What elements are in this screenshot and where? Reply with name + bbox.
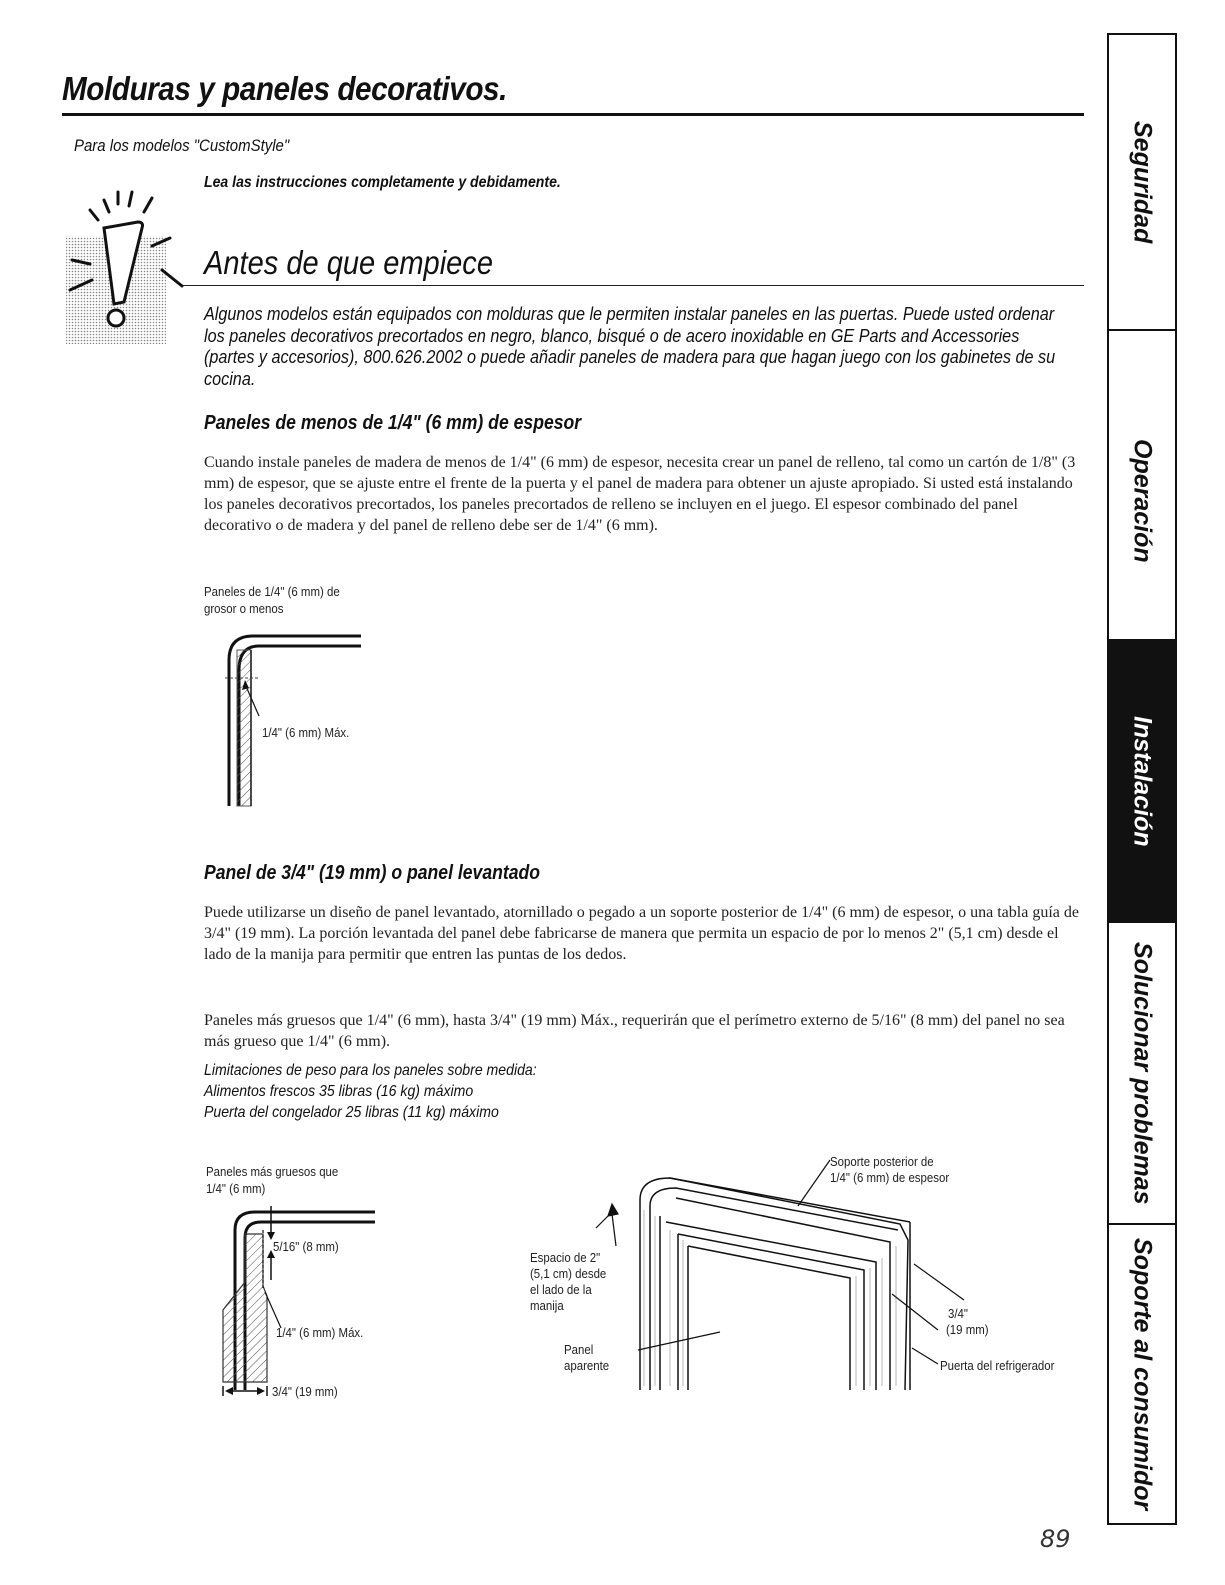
thick-diagram-caption-1: Paneles más gruesos que (206, 1164, 339, 1179)
thick-diagram-edge-label: 5/16" (8 mm) (273, 1239, 339, 1254)
thin-panels-body: Cuando instale paneles de madera de menos de 1/4" (6 mm) de espesor, necesita crear un panel de relleno, tal como un cartón de 1/8" (3 mm) de espesor, que se ajuste entre el frente de la puerta y el panel de madera para obtener un ajuste apropiado. Si usted está instalando los paneles decorativos precortados, los paneles precortados de relleno se incluyen en el juego. El espesor combinado del panel decorativo o de madera y del panel de relleno debe ser de 1/4" (6 mm). (204, 454, 1076, 534)
raised-panel-heading: Panel de 3/4" (19 mm) o panel levantado (204, 862, 541, 884)
space-label-1: Espacio de 2" (530, 1250, 601, 1265)
door-label: Puerta del refrigerador (940, 1358, 1055, 1373)
section-title: Antes de que empiece (204, 244, 493, 281)
panel-label-2: aparente (564, 1358, 610, 1373)
title-rule (62, 113, 1084, 116)
thick-diagram-total-label: 3/4" (19 mm) (272, 1384, 338, 1399)
panel-label-1: Panel (564, 1342, 594, 1357)
raised-panel-body-1: Puede utilizarse un diseño de panel levantado, atornillado o pegado a un soporte posterior de 1/4" (6 mm) de espesor, o una tabla guía de 3/4" (19 mm). La porción levantada del panel debe fabricarse de manera que permita un espacio de por lo menos 2" (5,1 cm) desde el lado de la manija para permitir que entren las puntas de los dedos. (204, 904, 1079, 963)
weight-limits-freezer: Puerta del congelador 25 libras (11 kg) máximo (204, 1104, 499, 1121)
thin-panels-heading: Paneles de menos de 1/4" (6 mm) de espesor (204, 412, 582, 434)
space-label-2: (5,1 cm) desde (530, 1266, 607, 1281)
thin-panel-diagram (215, 620, 415, 820)
thick-diagram-max-label: 1/4" (6 mm) Máx. (276, 1325, 364, 1340)
tab-seguridad[interactable]: Seguridad (1109, 35, 1175, 331)
thin-diagram-caption-2: grosor o menos (204, 601, 284, 616)
space-label-4: manija (530, 1298, 564, 1313)
tab-operacion[interactable]: Operación (1128, 439, 1157, 563)
thickness-label-2: (19 mm) (946, 1322, 989, 1337)
raised-panel-body-2: Paneles más gruesos que 1/4" (6 mm), hasta 3/4" (19 mm) Máx., requerirán que el perímetro externo de 5/16" (8 mm) del panel no sea más grueso que 1/4" (6 mm). (204, 1012, 1065, 1050)
section-tabs (1107, 33, 1177, 1525)
weight-limits-fresh: Alimentos frescos 35 libras (16 kg) máximo (204, 1083, 474, 1100)
thick-panel-diagram (205, 1200, 395, 1400)
space-label-3: el lado de la (530, 1282, 592, 1297)
thin-diagram-max-label: 1/4" (6 mm) Máx. (262, 725, 350, 740)
thin-diagram-caption-1: Paneles de 1/4" (6 mm) de (204, 584, 340, 599)
weight-limits-title: Limitaciones de peso para los paneles sobre medida: (204, 1062, 537, 1079)
page-number: 89 (1040, 1525, 1071, 1553)
thick-diagram-caption-2: 1/4" (6 mm) (206, 1181, 266, 1196)
instructions-note: Lea las instrucciones completamente y debidamente. (204, 174, 561, 191)
section-rule (182, 285, 1084, 286)
support-label-2: 1/4" (6 mm) de espesor (830, 1170, 950, 1185)
tab-soporte-consumidor[interactable]: Soporte al consumidor (1128, 1237, 1157, 1511)
intro-paragraph: Algunos modelos están equipados con molduras que le permiten instalar paneles en las puertas. Puede usted ordenar los paneles decorativos precortados en negro, blanco, bisqué o de acero inoxidable en GE Parts and Accessories (partes y accesorios), 800.626.2002 o puede añadir paneles de madera para que hagan juego con los gabinetes de su cocina. (204, 304, 1056, 389)
thickness-label-1: 3/4" (948, 1306, 968, 1321)
tab-solucionar-problemas[interactable]: Solucionar problemas (1109, 923, 1175, 1225)
tab-instalacion[interactable]: Instalación (1109, 639, 1175, 923)
warning-icon (62, 186, 192, 351)
models-subtitle: Para los modelos "CustomStyle" (74, 136, 290, 155)
weight-limits (204, 1060, 537, 1123)
page-title: Molduras y paneles decorativos. (62, 70, 507, 107)
support-label-1: Soporte posterior de (830, 1154, 934, 1169)
